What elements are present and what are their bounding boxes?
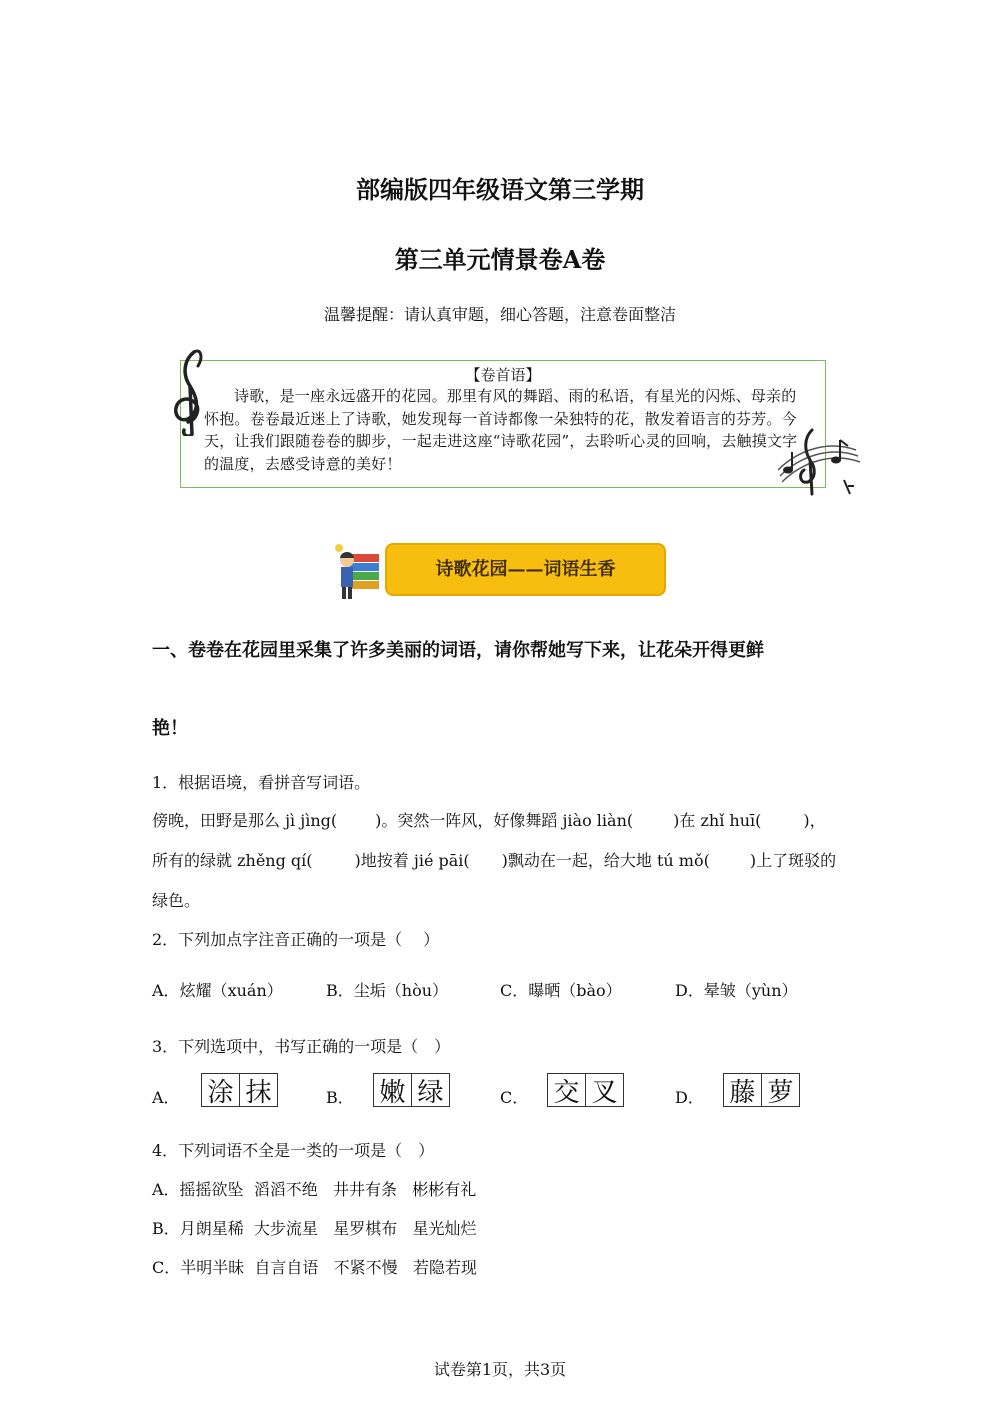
option-word: 晕皱 [703,981,736,1000]
boxed-char: 涂 [207,1077,234,1108]
boxed-char: 绿 [411,1074,449,1106]
boxed-char: 嫩 [379,1077,406,1108]
q1-line2-part-a: 所有的绿就 zhěng qí( [152,851,313,870]
q1-line2 [152,848,836,871]
boxed-char: 藤 [729,1077,756,1108]
q2-prompt: 2．下列加点字注音正确的一项是（ ） [152,930,440,949]
page-footer: 试卷第1页，共3页 [433,1360,567,1379]
option-pinyin: （xuán） [211,981,283,1000]
q1-line2-part-d: )上了斑驳的 [749,851,837,870]
section-heading-line1: 一、卷卷在花园里采集了许多美丽的词语，请你帮她写下来，让花朵开得更鲜 [152,640,764,661]
preface-heading: 【卷首语】 [465,366,541,384]
option-letter: D． [675,981,704,1000]
q1-line3: 绿色。 [152,891,201,910]
option-letter: A． [152,981,180,1000]
q2-option-c[interactable] [500,978,622,1001]
q4-option-a[interactable]: A．摇摇欲坠 滔滔不绝 井井有条 彬彬有礼 [152,1180,477,1199]
boxed-char: 交 [553,1077,580,1108]
q3-option-a[interactable] [201,1073,278,1107]
option-word: 尘垢 [353,981,386,1000]
q1-line2-part-b: )地按着 jié pāi( [354,851,470,870]
q1-line1-part-d: )， [803,811,826,830]
q1-line1-part-b: )。突然一阵风，好像舞蹈 jiào liàn( [375,811,634,830]
boxed-char: 抹 [239,1074,277,1106]
exam-subtitle: 第三单元情景卷A卷 [394,245,606,274]
q4-option-b[interactable]: B．月朗星稀 大步流星 星罗棋布 星光灿烂 [152,1219,477,1238]
q3-option-c[interactable] [547,1073,624,1107]
q4-option-c[interactable]: C．半明半昧 自言自语 不紧不慢 若隐若现 [152,1258,477,1277]
q3-option-a-letter: A． [152,1088,180,1107]
q3-option-b[interactable] [373,1073,450,1107]
option-pinyin: （yùn） [735,981,798,1000]
boxed-char: 萝 [761,1074,799,1106]
q2-option-d[interactable] [675,978,798,1001]
q3-option-c-letter: C． [500,1088,529,1107]
section-heading-line2: 艳！ [152,718,188,739]
reminder-text: 温馨提醒：请认真审题，细心答题，注意卷面整洁 [323,305,676,324]
option-word: 曝晒 [528,981,561,1000]
q1-line1 [152,808,826,831]
exam-title: 部编版四年级语文第三学期 [356,175,644,204]
music-notes-icon [768,420,863,498]
option-letter: C． [500,981,529,1000]
q3-option-d[interactable] [723,1073,800,1107]
section-banner: 诗歌花园——词语生香 [385,543,666,596]
option-pinyin: （bào） [560,981,622,1000]
q2-option-a[interactable] [152,978,283,1001]
q1-line1-part-c: )在 zhǐ huī( [673,811,762,830]
preface-text: 诗歌，是一座永远盛开的花园。那里有风的舞蹈、雨的私语，有星光的闪烁、母亲的怀抱。卷卷最近迷上了诗歌，她发现每一首诗都像一朵独特的花，散发着语言的芬芳。今天，让我们跟随卷卷的脚步，一起走进这座“诗歌花园”，去聆听心灵的回响，去触摸文字的温度，去感受诗意的美好！ [204,387,798,473]
option-pinyin: （hòu） [385,981,449,1000]
q4-prompt: 4．下列词语不全是一类的一项是（ ） [152,1141,435,1160]
option-word: 炫耀 [179,981,212,1000]
option-letter: B． [326,981,354,1000]
q3-option-d-letter: D． [675,1088,704,1107]
boy-with-books-icon [333,540,383,602]
q2-option-b[interactable] [326,978,448,1001]
q1-line1-part-a: 傍晚，田野是那么 jì jìng( [152,811,338,830]
q3-prompt: 3．下列选项中，书写正确的一项是（ ） [152,1037,451,1056]
q3-option-b-letter: B． [326,1088,354,1107]
boxed-char: 叉 [585,1074,623,1106]
q1-prompt: 1．根据语境，看拼音写词语。 [152,773,371,792]
q1-line2-part-c: )飘动在一起，给大地 tú mǒ( [501,851,710,870]
